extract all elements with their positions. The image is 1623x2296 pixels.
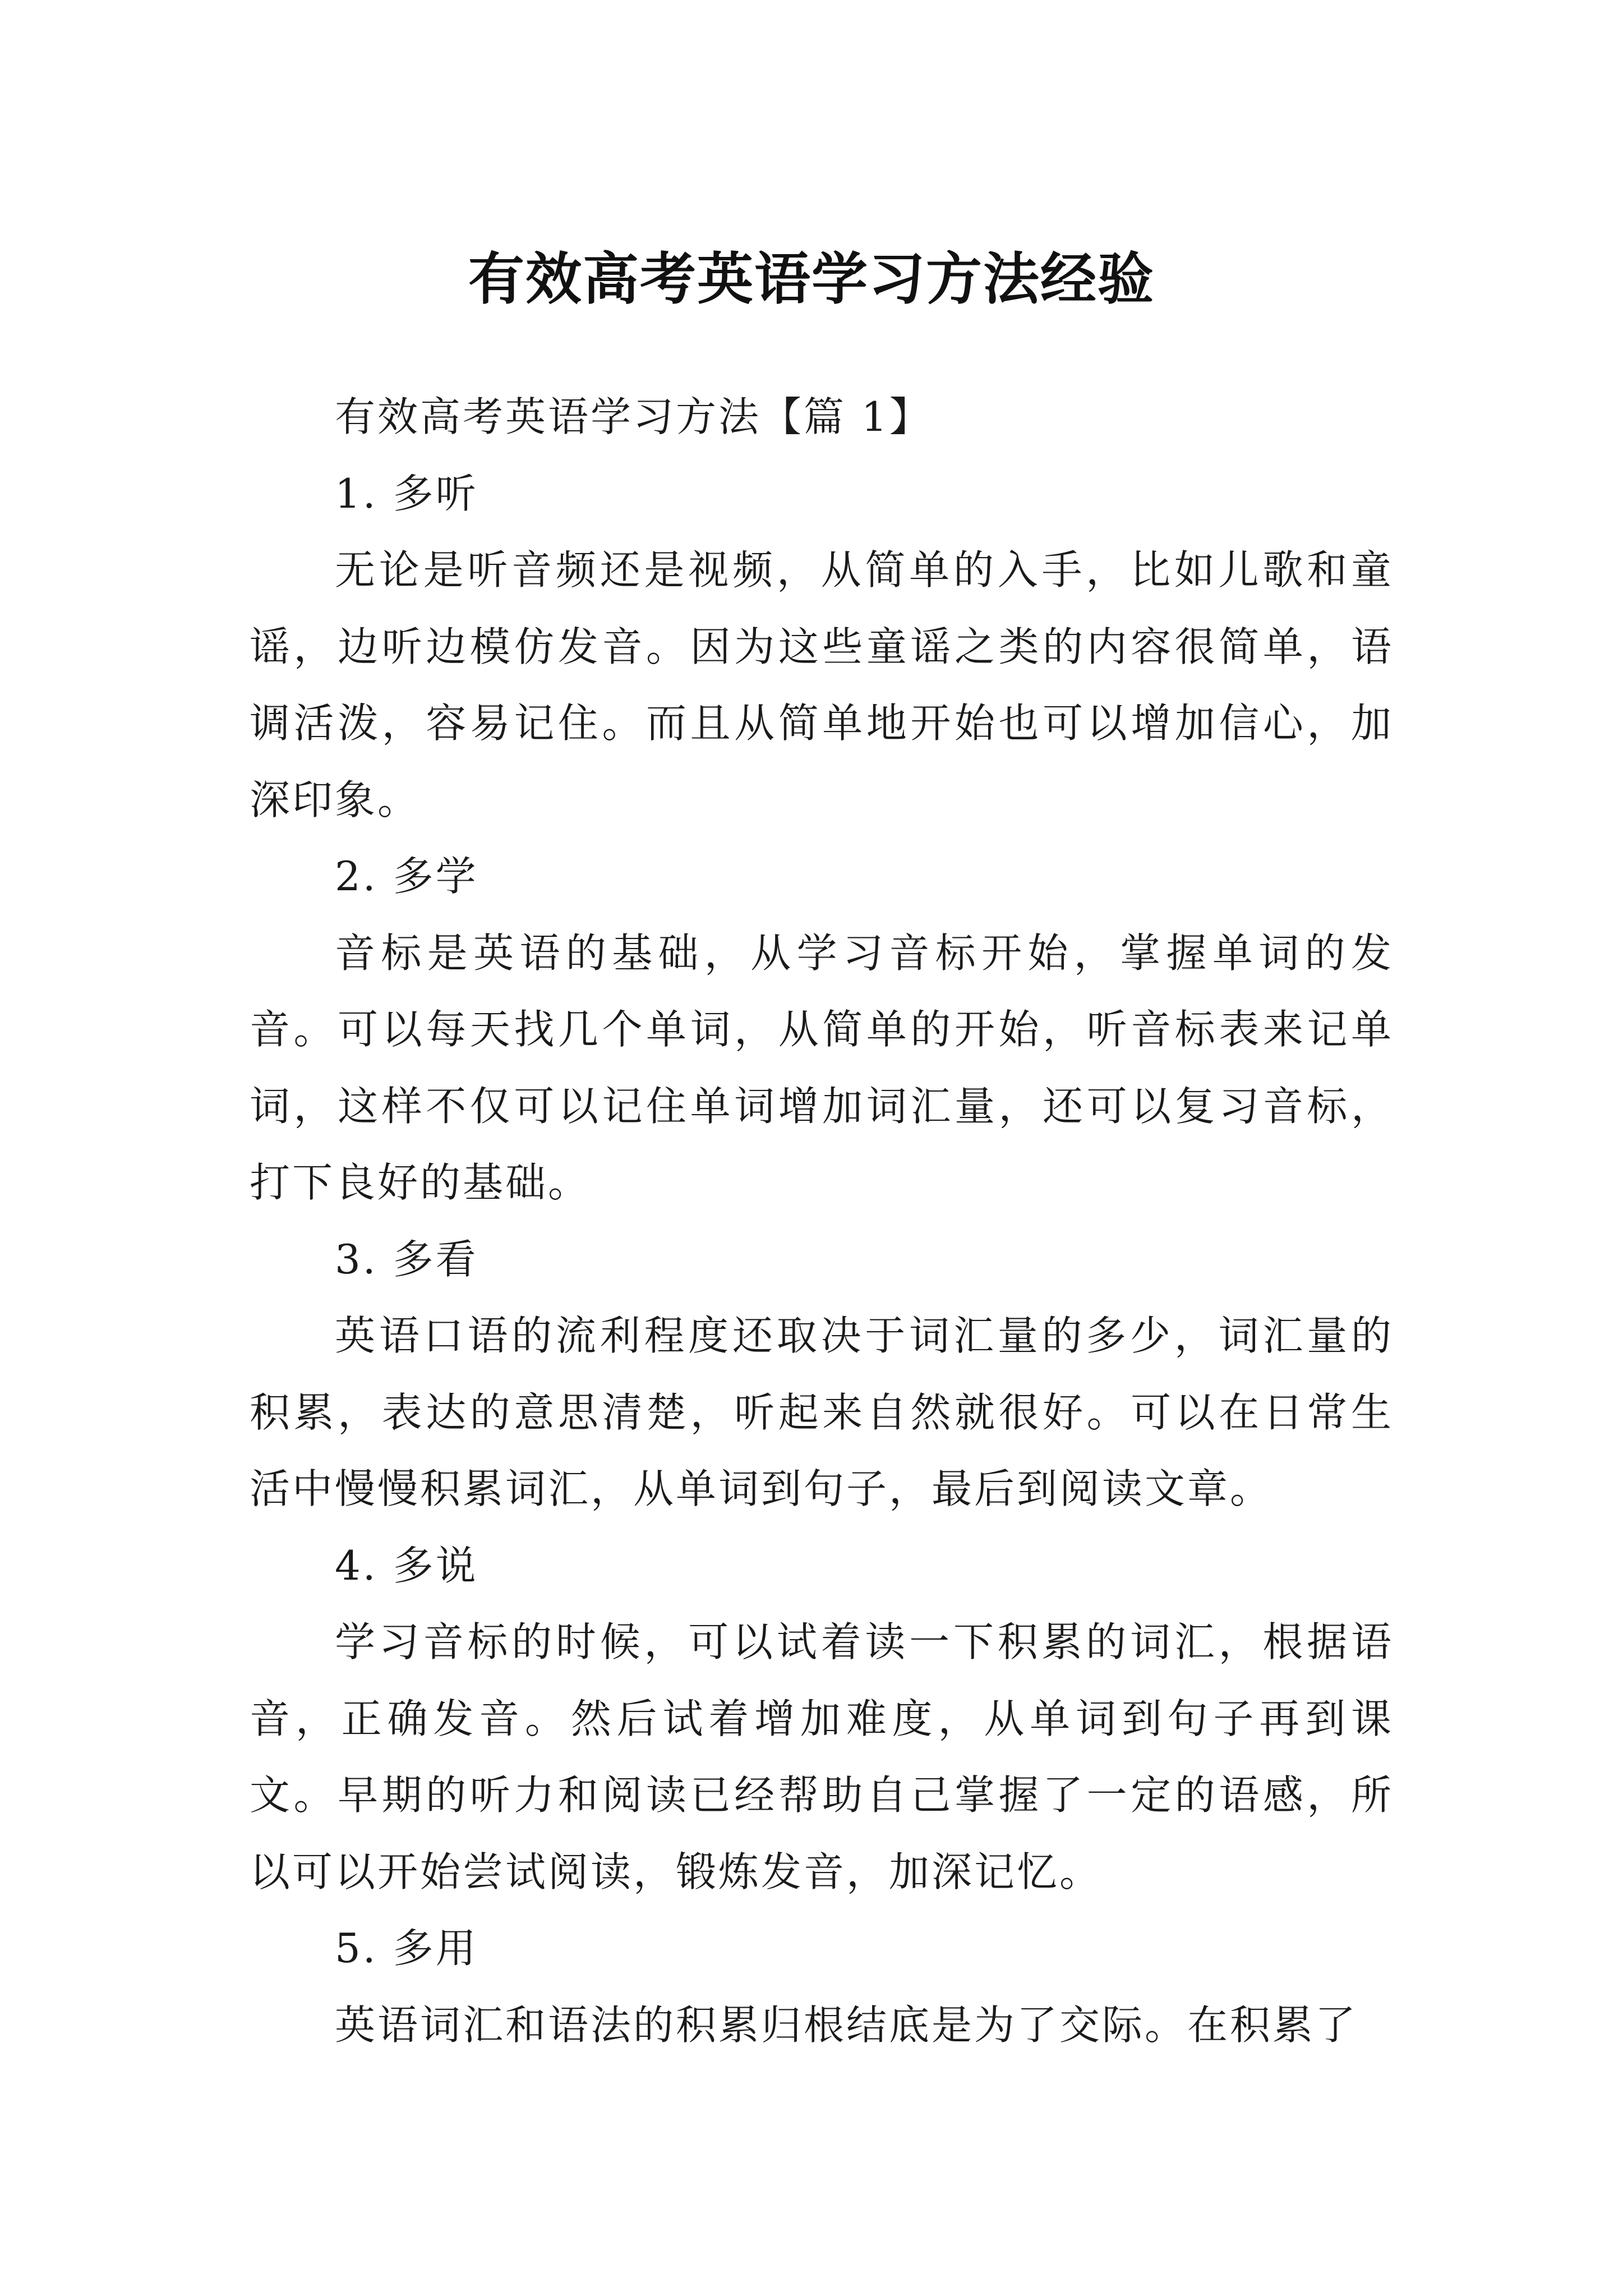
item-heading-1: 1. 多听 [335,470,478,517]
item-heading-4: 4. 多说 [335,1542,478,1589]
item-heading-3: 3. 多看 [335,1235,478,1283]
item-heading-2: 2. 多学 [335,853,478,900]
document-body [250,379,1394,2063]
item-paragraph-3: 英语口语的流利程度还取决于词汇量的多少，词汇量的积累，表达的意思清楚，听起来自然就很好。可以在日常生活中慢慢积累词汇，从单词到句子，最后到阅读文章。 [250,1312,1394,1512]
item-paragraph-2: 音标是英语的基础，从学习音标开始，掌握单词的发音。可以每天找几个单词，从简单的开始，听音标表来记单词，这样不仅可以记住单词增加词汇量，还可以复习音标，打下良好的基础。 [250,929,1394,1206]
section-heading: 有效高考英语学习方法【篇 1】 [335,393,932,440]
item-paragraph-1: 无论是听音频还是视频，从简单的入手，比如儿歌和童谣，边听边模仿发音。因为这些童谣之类的内容很简单，语调活泼，容易记住。而且从简单地开始也可以增加信心，加深印象。 [250,546,1394,823]
item-paragraph-4: 学习音标的时候，可以试着读一下积累的词汇，根据语音，正确发音。然后试着增加难度，从单词到句子再到课文。早期的听力和阅读已经帮助自己掌握了一定的语感，所以可以开始尝试阅读，锻炼发音，加深记忆。 [250,1618,1394,1895]
document-title: 有效高考英语学习方法经验 [468,246,1155,312]
item-paragraph-5: 英语词汇和语法的积累归根结底是为了交际。在积累了 [335,2001,1358,2049]
item-heading-5: 5. 多用 [335,1925,478,1972]
